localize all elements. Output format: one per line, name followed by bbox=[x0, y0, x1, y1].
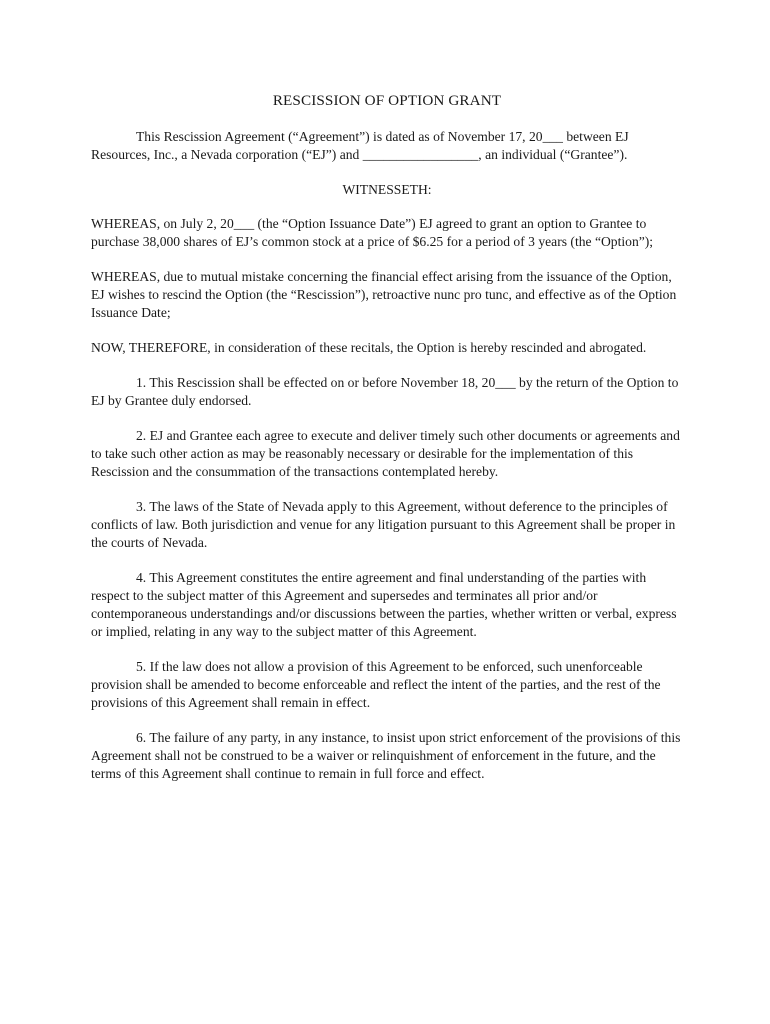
clause-5: 5. If the law does not allow a provision of this Agreement to be enforced, such unenforceable provision shall be amended to become enforceable and reflect the intent of the parties, and the rest of the provisions of this Agreement shall remain in effect. bbox=[91, 659, 661, 710]
witnesseth-heading: WITNESSETH: bbox=[342, 182, 432, 197]
whereas-paragraph-2: WHEREAS, due to mutual mistake concerning the financial effect arising from the issuance of the Option, EJ wishes to rescind the Option (the “Rescission”), retroactive nunc pro tunc, and effective as of the Option Issuance Date; bbox=[91, 269, 677, 320]
clause-4: 4. This Agreement constitutes the entire agreement and final understanding of the parties with respect to the subject matter of this Agreement and supersedes and terminates all prior and/or contemporaneous understandings and/or discussions between the parties, whether written or verbal, express or implied, relating in any way to the subject matter of this Agreement. bbox=[91, 570, 677, 639]
whereas-paragraph-1: WHEREAS, on July 2, 20___ (the “Option Issuance Date”) EJ agreed to grant an option to Grantee to purchase 38,000 shares of EJ’s common stock at a price of $6.25 for a period of 3 years (the “Option”); bbox=[91, 216, 654, 249]
intro-paragraph: This Rescission Agreement (“Agreement”) is dated as of November 17, 20___ between EJ Resources, Inc., a Nevada corporation (“EJ”) and _________________, an individual (“Grantee”). bbox=[91, 129, 629, 162]
document-title: RESCISSION OF OPTION GRANT bbox=[272, 92, 502, 109]
clause-1: 1. This Rescission shall be effected on or before November 18, 20___ by the return of the Option to EJ by Grantee duly endorsed. bbox=[91, 375, 679, 408]
clause-2: 2. EJ and Grantee each agree to execute and deliver timely such other documents or agreements and to take such other action as may be reasonably necessary or desirable for the implementation of this Rescission and the consummation of the transactions contemplated hereby. bbox=[91, 428, 680, 479]
clause-6: 6. The failure of any party, in any instance, to insist upon strict enforcement of the provisions of this Agreement shall not be construed to be a waiver or relinquishment of enforcement in the future, and the terms of this Agreement shall continue to remain in full force and effect. bbox=[91, 730, 681, 781]
clause-3: 3. The laws of the State of Nevada apply to this Agreement, without deference to the principles of conflicts of law. Both jurisdiction and venue for any litigation pursuant to this Agreement shall be proper in the courts of Nevada. bbox=[91, 499, 676, 550]
now-therefore-paragraph: NOW, THEREFORE, in consideration of these recitals, the Option is hereby rescinded and abrogated. bbox=[91, 340, 647, 355]
document-page bbox=[91, 92, 683, 800]
